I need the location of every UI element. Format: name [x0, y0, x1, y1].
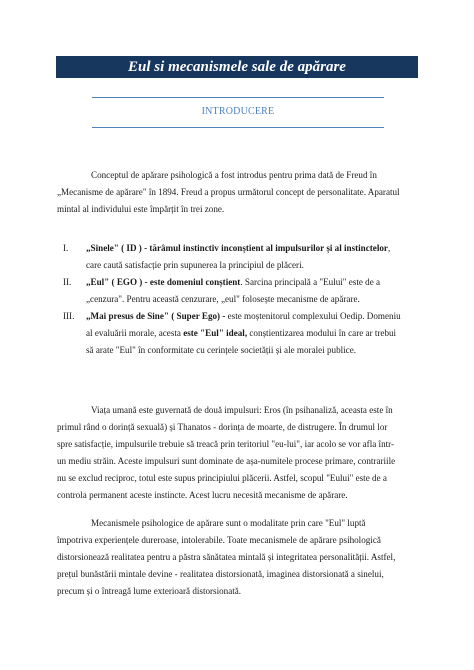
paragraph-line: prețul bunăstării mintale devine - realitatea distorsionată, imaginea distorsionată a sinelui,: [57, 569, 384, 580]
list-item-continuation: [57, 291, 422, 308]
list-item: II. „Eul" ( EGO ) - este domeniul conștient. Sarcina principală a "Eului" este de a: [57, 274, 422, 291]
paragraph-line: Conceptul de apărare psihologică a fost introdus pentru prima dată de Freud în: [91, 170, 377, 180]
paragraph-line: împotriva experiențele dureroase, intolerabile. Toate mecanismele de apărare psihologică: [57, 535, 381, 546]
intro-paragraph: [57, 167, 417, 218]
list-number: I.: [63, 243, 69, 253]
paragraph-line: precum și o întreagă lume exterioară distorsionată.: [57, 586, 242, 597]
list-item-continuation: [57, 257, 422, 274]
list-number: II.: [63, 277, 72, 287]
list-item-continuation: [57, 342, 422, 359]
list-item: III. „Mai presus de Sine" ( Super Ego) - este moștenitorul complexului Oedip. Domeniu: [57, 308, 422, 325]
section-heading: INTRODUCERE: [201, 106, 275, 117]
paragraph-line: mintal al individului este împărțit în trei zone.: [57, 204, 225, 215]
paragraph-line: primul rând o dorință sexuală) și Thanatos - dorința de moarte, de distrugere. În drumul lor: [57, 422, 388, 433]
zone-term: „Sinele" ( ID ) - tărâmul instinctiv inconștient al impulsurilor și al instinctelor: [86, 243, 388, 253]
drives-paragraph: [57, 402, 417, 505]
heading-rule-top: [92, 97, 384, 98]
zone-description: „cenzura". Pentru această cenzurare, „eul" folosește mecanisme de apărare.: [86, 294, 360, 304]
zone-term: „Mai presus de Sine" ( Super Ego) -: [86, 311, 226, 321]
paragraph-line: spre satisfacție, impulsurile trebuie să treacă prin teritoriul "eu-lui", iar acolo se vor afla într-: [57, 439, 395, 450]
paragraph-line: un mediu străin. Aceste impulsuri sunt dominate de așa-numitele procese primare, contrariile: [57, 456, 396, 467]
defense-mechanisms-paragraph: [57, 515, 417, 600]
zone-emphasis: este "Eul" ideal,: [183, 328, 248, 338]
paragraph-line: Mecanismele psihologice de apărare sunt o modalitate prin care "Eul" luptă: [91, 518, 366, 528]
paragraph-line: Viața umană este guvernată de două impulsuri: Eros (în psihanaliză, aceasta este în: [91, 405, 393, 415]
list-item: I. „Sinele" ( ID ) - tărâmul instinctiv inconștient al impulsurilor și al instinctelor,: [57, 240, 422, 257]
zone-description: să arate "Eul" în conformitate cu cerințele societății și ale moralei publice.: [86, 345, 357, 355]
list-item-continuation: al evaluării morale, acesta este "Eul" ideal, conștientizarea modului în care ar trebui: [86, 328, 397, 338]
paragraph-line: controla permanent aceste instincte. Acest lucru necesită mecanisme de apărare.: [57, 490, 348, 501]
document-title: Eul si mecanismele sale de apărare: [56, 56, 418, 78]
zone-description: care caută satisfacție prin supunerea la principiul de plăceri.: [86, 260, 304, 270]
zones-list: [57, 240, 422, 359]
paragraph-line: distorsionează realitatea pentru a păstra sănătatea mintală și integritatea personalității. Astfel,: [57, 552, 396, 563]
paragraph-line: „Mecanisme de apărare" în 1894. Freud a propus următorul concept de personalitate. Aparatul: [57, 187, 400, 198]
paragraph-line: nu se exclud reciproc, totul este supus principiului plăcerii. Astfel, scopul "Eului" este de a: [57, 473, 387, 484]
zone-term: „Eul" ( EGO ) - este domeniul conștient: [86, 277, 241, 287]
heading-rule-bottom: [92, 127, 384, 128]
list-number: III.: [63, 311, 75, 321]
